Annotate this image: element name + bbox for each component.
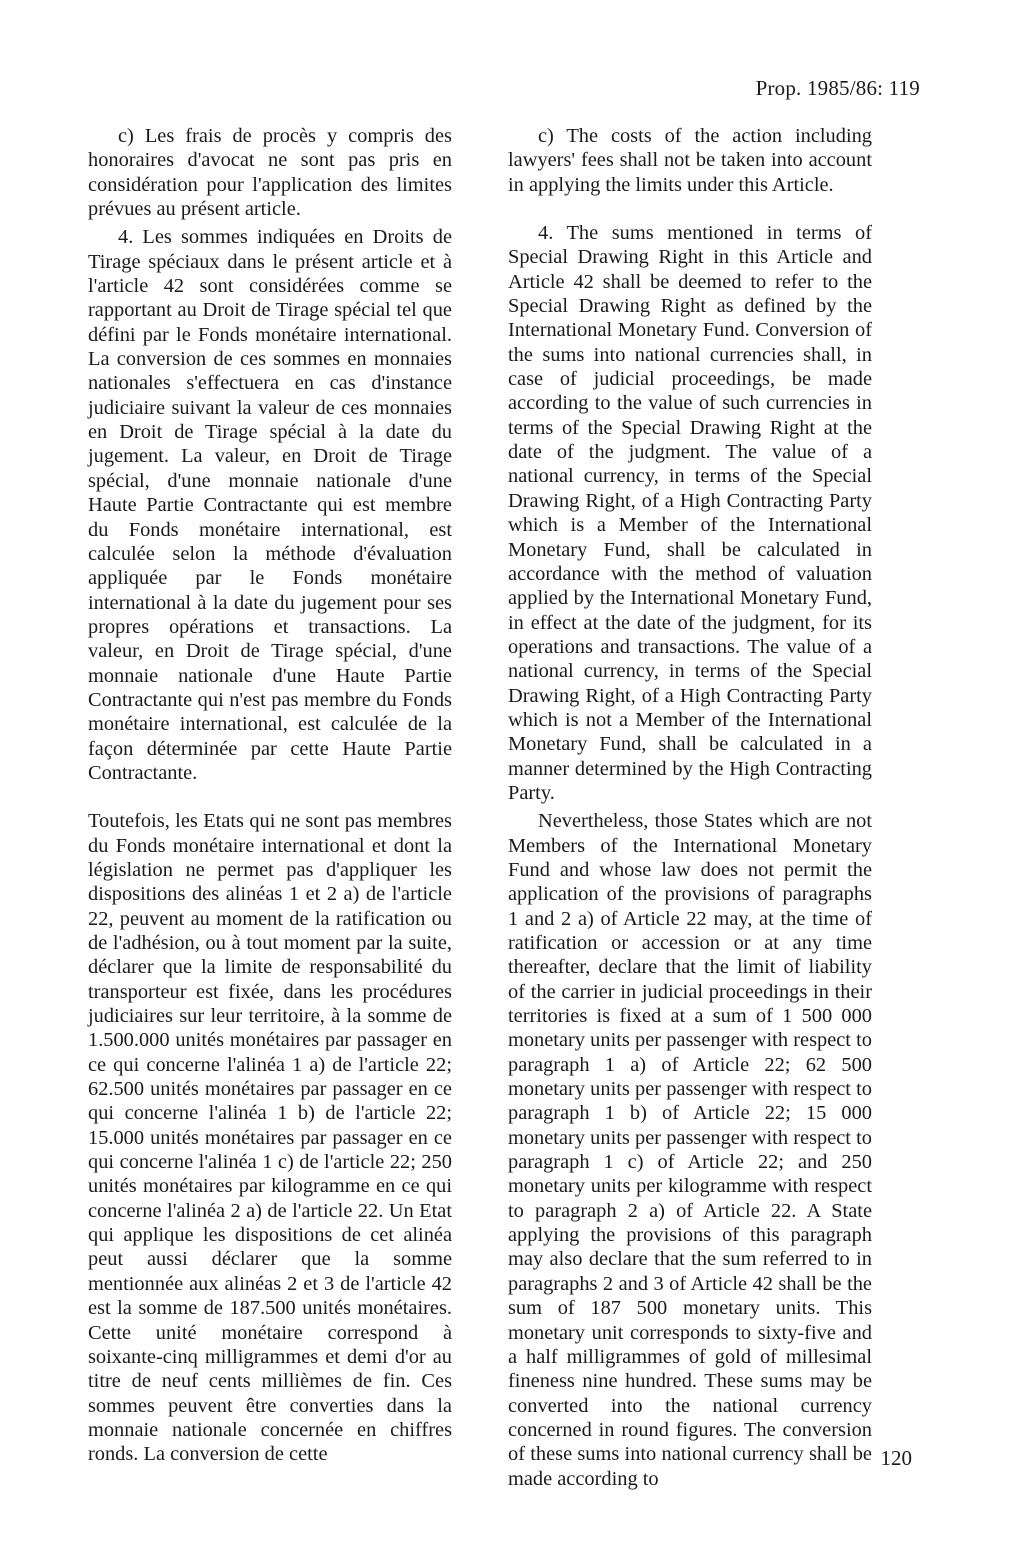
french-paragraph-c: c) Les frais de procès y compris des honoraires d'avocat ne sont pas pris en considération pour l'application des limites prévues au présent article. [88,125,452,221]
french-paragraph-toutefois: Toutefois, les Etats qui ne sont pas membres du Fonds monétaire international et dont la législation ne permet pas d'appliquer les dispositions des alinéas 1 et 2 a) de l'article 22, peuvent au moment de la ratification ou de l'adhésion, ou à tout moment par la suite, déclarer que la limite de responsabilité du transporteur est fixée, dans les procédures judiciaires sur leur territoire, à la somme de 1.500.000 unités monétaires par passager en ce qui concerne l'alinéa 1 a) de l'article 22; 62.500 unités monétaires par passager en ce qui concerne l'alinéa 1 b) de l'article 22; 15.000 unités monétaires par passager en ce qui concerne l'alinéa 1 c) de l'article 22; 250 unités monétaires par kilogramme en ce qui concerne l'alinéa 2 a) de l'article 22. Un Etat qui applique les dispositions de cet alinéa peut aussi déclarer que la somme mentionnée aux alinéas 2 et 3 de l'article 42 est la somme de 187.500 unités monétaires. Cette unité monétaire correspond à soixante-cinq milligrammes et demi d'or au titre de neuf cents millièmes de fin. Ces sommes peuvent être converties dans la monnaie nationale concernée en chiffres ronds. La conversion de cette [88,810,452,1466]
english-paragraph-c: c) The costs of the action including lawyers' fees shall not be taken into account in applying the limits under this Article. [508,125,872,196]
english-paragraph-nevertheless: Nevertheless, those States which are not Members of the International Monetary Fund and whose law does not permit the application of the provisions of paragraphs 1 and 2 a) of Article 22 may, at the time of ratification or accession or at any time thereafter, declare that the limit of liability of the carrier in judicial proceedings in their territories is fixed at a sum of 1 500 000 monetary units per passenger with respect to paragraph 1 a) of Article 22; 62 500 monetary units per passenger with respect to paragraph 1 b) of Article 22; 15 000 monetary units per passenger with respect to paragraph 1 c) of Article 22; and 250 monetary units per kilogramme with respect to paragraph 2 a) of Article 22. A State applying the provisions of this paragraph may also declare that the sum referred to in paragraphs 2 and 3 of Article 42 shall be the sum of 187 500 monetary units. This monetary unit corresponds to sixty-five and a half milligrammes of gold of millesimal fineness nine hundred. These sums may be converted into the national currency concerned in round figures. The conversion of these sums into national currency shall be made according to [508,810,872,1490]
english-paragraph-4: 4. The sums mentioned in terms of Special Drawing Right in this Article and Article 42 shall be deemed to refer to the Special Drawing Right as defined by the International Monetary Fund. Conversion of the sums into national currencies shall, in case of judicial proceedings, be made according to the value of such currencies in terms of the Special Drawing Right at the date of the judgment. The value of a national currency, in terms of the Special Drawing Right, of a High Contracting Party which is a Member of the International Monetary Fund, shall be calculated in accordance with the method of valuation applied by the International Monetary Fund, in effect at the date of the judgment, for its operations and transactions. The value of a national currency, in terms of the Special Drawing Right, of a High Contracting Party which is not a Member of the International Monetary Fund, shall be calculated in a manner determined by the High Contracting Party. [508,222,872,804]
french-column [88,124,452,1467]
french-paragraph-4: 4. Les sommes indiquées en Droits de Tirage spéciaux dans le présent article et à l'article 42 sont considérées comme se rapportant au Droit de Tirage spécial tel que défini par le Fonds monétaire international. La conversion de ces sommes en monnaies nationales s'effectuera en cas d'instance judiciaire suivant la valeur de ces monnaies en Droit de Tirage spécial à la date du jugement. La valeur, en Droit de Tirage spécial, d'une monnaie nationale d'une Haute Partie Contractante qui est membre du Fonds monétaire international, est calculée selon la méthode d'évaluation appliquée par le Fonds monétaire international à la date du jugement pour ses propres opérations et transactions. La valeur, en Droit de Tirage spécial, d'une monnaie nationale d'une Haute Partie Contractante qui n'est pas membre du Fonds monétaire international, est calculée de la façon déterminée par cette Haute Partie Contractante. [88,226,452,784]
english-column [508,124,872,1491]
page-number: 120 [880,1446,912,1470]
running-head: Prop. 1985/86: 119 [755,76,920,100]
